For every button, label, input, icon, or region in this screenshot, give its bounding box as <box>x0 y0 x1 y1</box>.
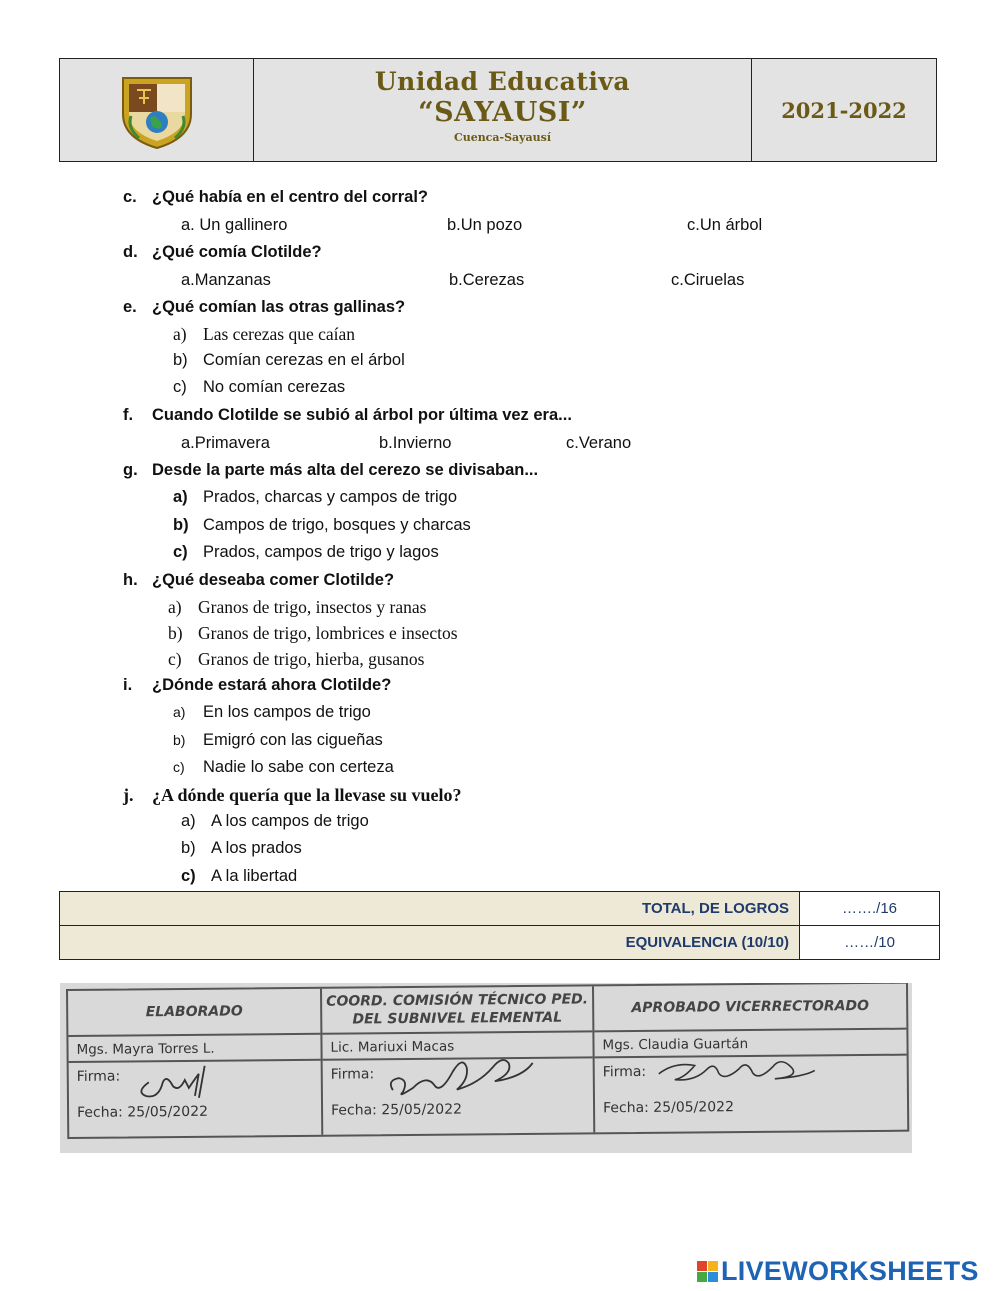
totals-table <box>59 891 940 960</box>
question-letter: f. <box>123 406 134 424</box>
signature-column <box>594 984 907 1133</box>
question-text: ¿Qué comían las otras gallinas? <box>152 298 406 316</box>
option-text: Granos de trigo, lombrices e insectos <box>198 623 458 643</box>
option-letter: c) <box>173 759 185 775</box>
option[interactable] <box>173 487 457 507</box>
option-letter: b) <box>168 623 183 643</box>
question-c <box>123 187 428 207</box>
option[interactable]: c.Un árbol <box>687 216 763 234</box>
year-cell <box>752 59 936 161</box>
signature-line <box>69 1061 321 1101</box>
signature-date: Fecha: 25/05/2022 <box>331 1101 463 1119</box>
table-row <box>60 892 940 926</box>
option[interactable]: a. Un gallinero <box>181 216 288 234</box>
option-letter: c) <box>173 543 188 561</box>
option-letter: b) <box>173 516 189 534</box>
option[interactable] <box>181 866 297 886</box>
signature-block <box>60 983 912 1153</box>
option[interactable] <box>168 649 424 669</box>
question-d <box>123 242 322 262</box>
option-text: A los prados <box>211 839 302 857</box>
option-text: Las cerezas que caían <box>203 324 356 344</box>
question-letter: i. <box>123 676 133 694</box>
signature-heading: APROBADO VICERRECTORADO <box>594 984 906 1033</box>
option[interactable] <box>173 324 355 344</box>
option-text: A los campos de trigo <box>211 812 369 830</box>
handwritten-signature-icon <box>655 1046 825 1091</box>
option-text: Comían cerezas en el árbol <box>203 351 405 369</box>
equivalencia-label: EQUIVALENCIA (10/10) <box>60 926 800 960</box>
option[interactable] <box>173 542 439 562</box>
option[interactable] <box>173 377 345 397</box>
question-f <box>123 405 572 425</box>
question-h <box>123 570 394 590</box>
liveworksheets-icon <box>697 1261 718 1282</box>
question-text: ¿A dónde quería que la llevase su vuelo? <box>152 785 462 805</box>
signer-name: Lic. Mariuxi Macas <box>322 1032 592 1060</box>
question-e <box>123 297 405 317</box>
option-text: No comían cerezas <box>203 378 346 396</box>
question-letter: g. <box>123 461 138 479</box>
option-text: Prados, charcas y campos de trigo <box>203 488 458 506</box>
question-text: ¿Dónde estará ahora Clotilde? <box>152 676 392 694</box>
firma-label: Firma: <box>602 1063 647 1081</box>
signature-column <box>322 986 595 1134</box>
option-letter: c) <box>168 649 182 669</box>
question-text: ¿Qué comía Clotilde? <box>152 243 322 261</box>
school-crest-icon <box>117 68 197 152</box>
option[interactable]: b.Invierno <box>379 434 452 452</box>
school-name: “SAYAUSI” <box>418 97 587 128</box>
signature-heading: ELABORADO <box>68 989 320 1037</box>
firma-label: Firma: <box>330 1066 375 1083</box>
option-text: Nadie lo sabe con certeza <box>203 758 394 776</box>
option[interactable]: b.Un pozo <box>447 216 523 234</box>
option-text: En los campos de trigo <box>203 703 371 721</box>
total-logros-value[interactable]: ……./16 <box>800 892 940 926</box>
option[interactable] <box>168 623 458 643</box>
signature-date: Fecha: 25/05/2022 <box>602 1099 735 1117</box>
signature-date: Fecha: 25/05/2022 <box>77 1103 209 1121</box>
school-title: Unidad Educativa <box>374 67 631 96</box>
question-j <box>123 785 462 805</box>
signer-name: Mgs. Claudia Guartán <box>594 1030 906 1059</box>
signature-line <box>595 1056 907 1097</box>
option-letter: c) <box>181 867 196 885</box>
question-letter: h. <box>123 571 138 589</box>
option-letter: a) <box>173 488 188 506</box>
handwritten-signature-icon <box>383 1049 553 1102</box>
logo-cell <box>60 59 254 161</box>
option[interactable] <box>173 730 383 750</box>
option[interactable]: b.Cerezas <box>449 271 525 289</box>
option[interactable]: a.Primavera <box>181 434 270 452</box>
option[interactable] <box>181 811 369 831</box>
option[interactable] <box>168 597 426 617</box>
option-text: A la libertad <box>211 867 298 885</box>
option-letter: b) <box>181 839 196 857</box>
option-letter: b) <box>173 732 186 748</box>
signature-table <box>66 983 909 1139</box>
question-letter: e. <box>123 298 137 316</box>
question-letter: c. <box>123 188 137 206</box>
question-i <box>123 675 391 695</box>
signature-heading: COORD. COMISIÓN TÉCNICO PED. DEL SUBNIVEL ELEMENTAL <box>322 986 592 1034</box>
question-letter: d. <box>123 243 138 261</box>
option[interactable] <box>173 757 394 777</box>
option[interactable] <box>173 350 405 370</box>
signature-line <box>323 1058 593 1098</box>
question-g <box>123 460 538 480</box>
option-letter: a) <box>173 704 186 720</box>
title-cell <box>254 59 752 161</box>
option-text: Granos de trigo, hierba, gusanos <box>198 649 425 669</box>
option[interactable]: a.Manzanas <box>181 271 271 289</box>
option-text: Prados, campos de trigo y lagos <box>203 543 439 561</box>
equivalencia-value[interactable]: ……/10 <box>800 926 940 960</box>
school-year: 2021-2022 <box>781 97 907 123</box>
total-logros-label: TOTAL, DE LOGROS <box>60 892 800 926</box>
option[interactable] <box>173 515 471 535</box>
table-row <box>60 926 940 960</box>
firma-label: Firma: <box>76 1068 121 1085</box>
signer-name: Mgs. Mayra Torres L. <box>68 1035 320 1063</box>
option[interactable]: c.Verano <box>566 434 632 452</box>
brand-name: LIVEWORKSHEETS <box>721 1256 979 1286</box>
option-text: Granos de trigo, insectos y ranas <box>198 597 427 617</box>
option-letter: b) <box>173 351 188 369</box>
option-letter: a) <box>173 324 187 344</box>
school-location: Cuenca-Sayausí <box>453 131 552 144</box>
option[interactable] <box>181 838 302 858</box>
question-text: ¿Qué deseaba comer Clotilde? <box>152 571 395 589</box>
option-text: Emigró con las cigueñas <box>203 731 383 749</box>
question-text: Cuando Clotilde se subió al árbol por última vez era... <box>152 406 572 424</box>
option-text: Campos de trigo, bosques y charcas <box>203 516 471 534</box>
option-letter: a) <box>181 812 196 830</box>
question-text: ¿Qué había en el centro del corral? <box>152 188 428 206</box>
question-text: Desde la parte más alta del cerezo se divisaban... <box>152 461 539 479</box>
handwritten-signature-icon <box>129 1051 239 1100</box>
option-letter: c) <box>173 378 187 396</box>
school-header <box>59 58 937 162</box>
signature-column <box>68 989 323 1137</box>
option[interactable] <box>173 702 371 722</box>
question-letter: j. <box>123 785 134 805</box>
option[interactable]: c.Ciruelas <box>671 271 745 289</box>
option-letter: a) <box>168 597 182 617</box>
liveworksheets-logo[interactable] <box>697 1256 979 1287</box>
